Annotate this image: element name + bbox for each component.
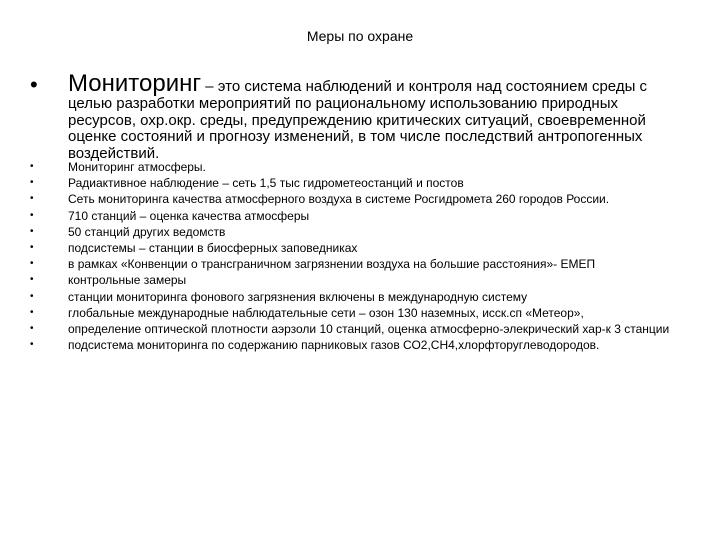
list-item (30, 241, 690, 255)
bullet-icon: • (30, 161, 34, 172)
main-bullet (30, 72, 680, 162)
list-item (30, 225, 690, 239)
bullet-icon: • (30, 225, 34, 237)
bullet-icon: • (30, 274, 34, 286)
list-item (30, 322, 690, 336)
bullet-icon: • (30, 72, 38, 97)
list-item-text: определение оптической плотности аэрзоли 10 станций, оценка атмосферно-элекрический хар-к 3 станции (68, 322, 670, 337)
list-item-text: в рамках «Конвенции о трансграничном загрязнении воздуха на большие расстояния»- ЕМЕП (68, 257, 596, 272)
list-item (30, 290, 690, 304)
sub-bullet-list (30, 160, 690, 354)
list-item-text: контрольные замеры (68, 273, 187, 288)
bullet-icon: • (30, 193, 34, 205)
list-item (30, 273, 690, 287)
list-item-text: станции мониторинга фонового загрязнения включены в международную систему (68, 289, 528, 304)
bullet-icon: • (30, 290, 34, 302)
bullet-icon: • (30, 258, 34, 270)
main-bullet-term: Мониторинг (68, 70, 202, 97)
list-item-text: Сеть мониторинга качества атмосферного воздуха в системе Росгидромета 260 городов России. (68, 192, 610, 207)
list-item (30, 338, 690, 352)
bullet-icon: • (30, 242, 34, 254)
list-item (30, 192, 690, 206)
list-item-text: подсистема мониторинга по содержанию парниковых газов СО2,СН4,хлорфторуглеводородов. (68, 338, 600, 353)
list-item (30, 209, 690, 223)
list-item (30, 306, 690, 320)
list-item-text: Мониторинг атмосферы. (68, 160, 206, 174)
list-item-text: глобальные международные наблюдательные сети – озон 130 наземных, исск.сп «Метеор», (68, 305, 584, 320)
main-bullet-content (68, 72, 680, 162)
slide-title: Меры по охране (306, 28, 414, 44)
bullet-icon: • (30, 177, 34, 189)
bullet-icon: • (30, 209, 34, 221)
list-item-text: подсистемы – станции в биосферных заповедниках (68, 241, 358, 256)
main-bullet-text: – это система наблюдений и контроля над состоянием среды с целью разработки мероприятий по рациональному использованию природных ресурсов, охр.окр. среды, предупреждению критических ситуаций, своевременной оценке состояний и прогнозу изменений, в том числе последствий антропогенных воздействий. (68, 78, 648, 162)
bullet-icon: • (30, 306, 34, 318)
list-item (30, 176, 690, 190)
bullet-icon: • (30, 339, 34, 351)
list-item-text: Радиактивное наблюдение – сеть 1,5 тыс гидрометеостанций и постов (68, 176, 464, 191)
list-item-text: 50 станций других ведомств (68, 224, 226, 239)
list-item (30, 257, 690, 271)
list-item-text: 710 станций – оценка качества атмосферы (68, 208, 310, 223)
list-item (30, 160, 690, 174)
bullet-icon: • (30, 323, 34, 335)
